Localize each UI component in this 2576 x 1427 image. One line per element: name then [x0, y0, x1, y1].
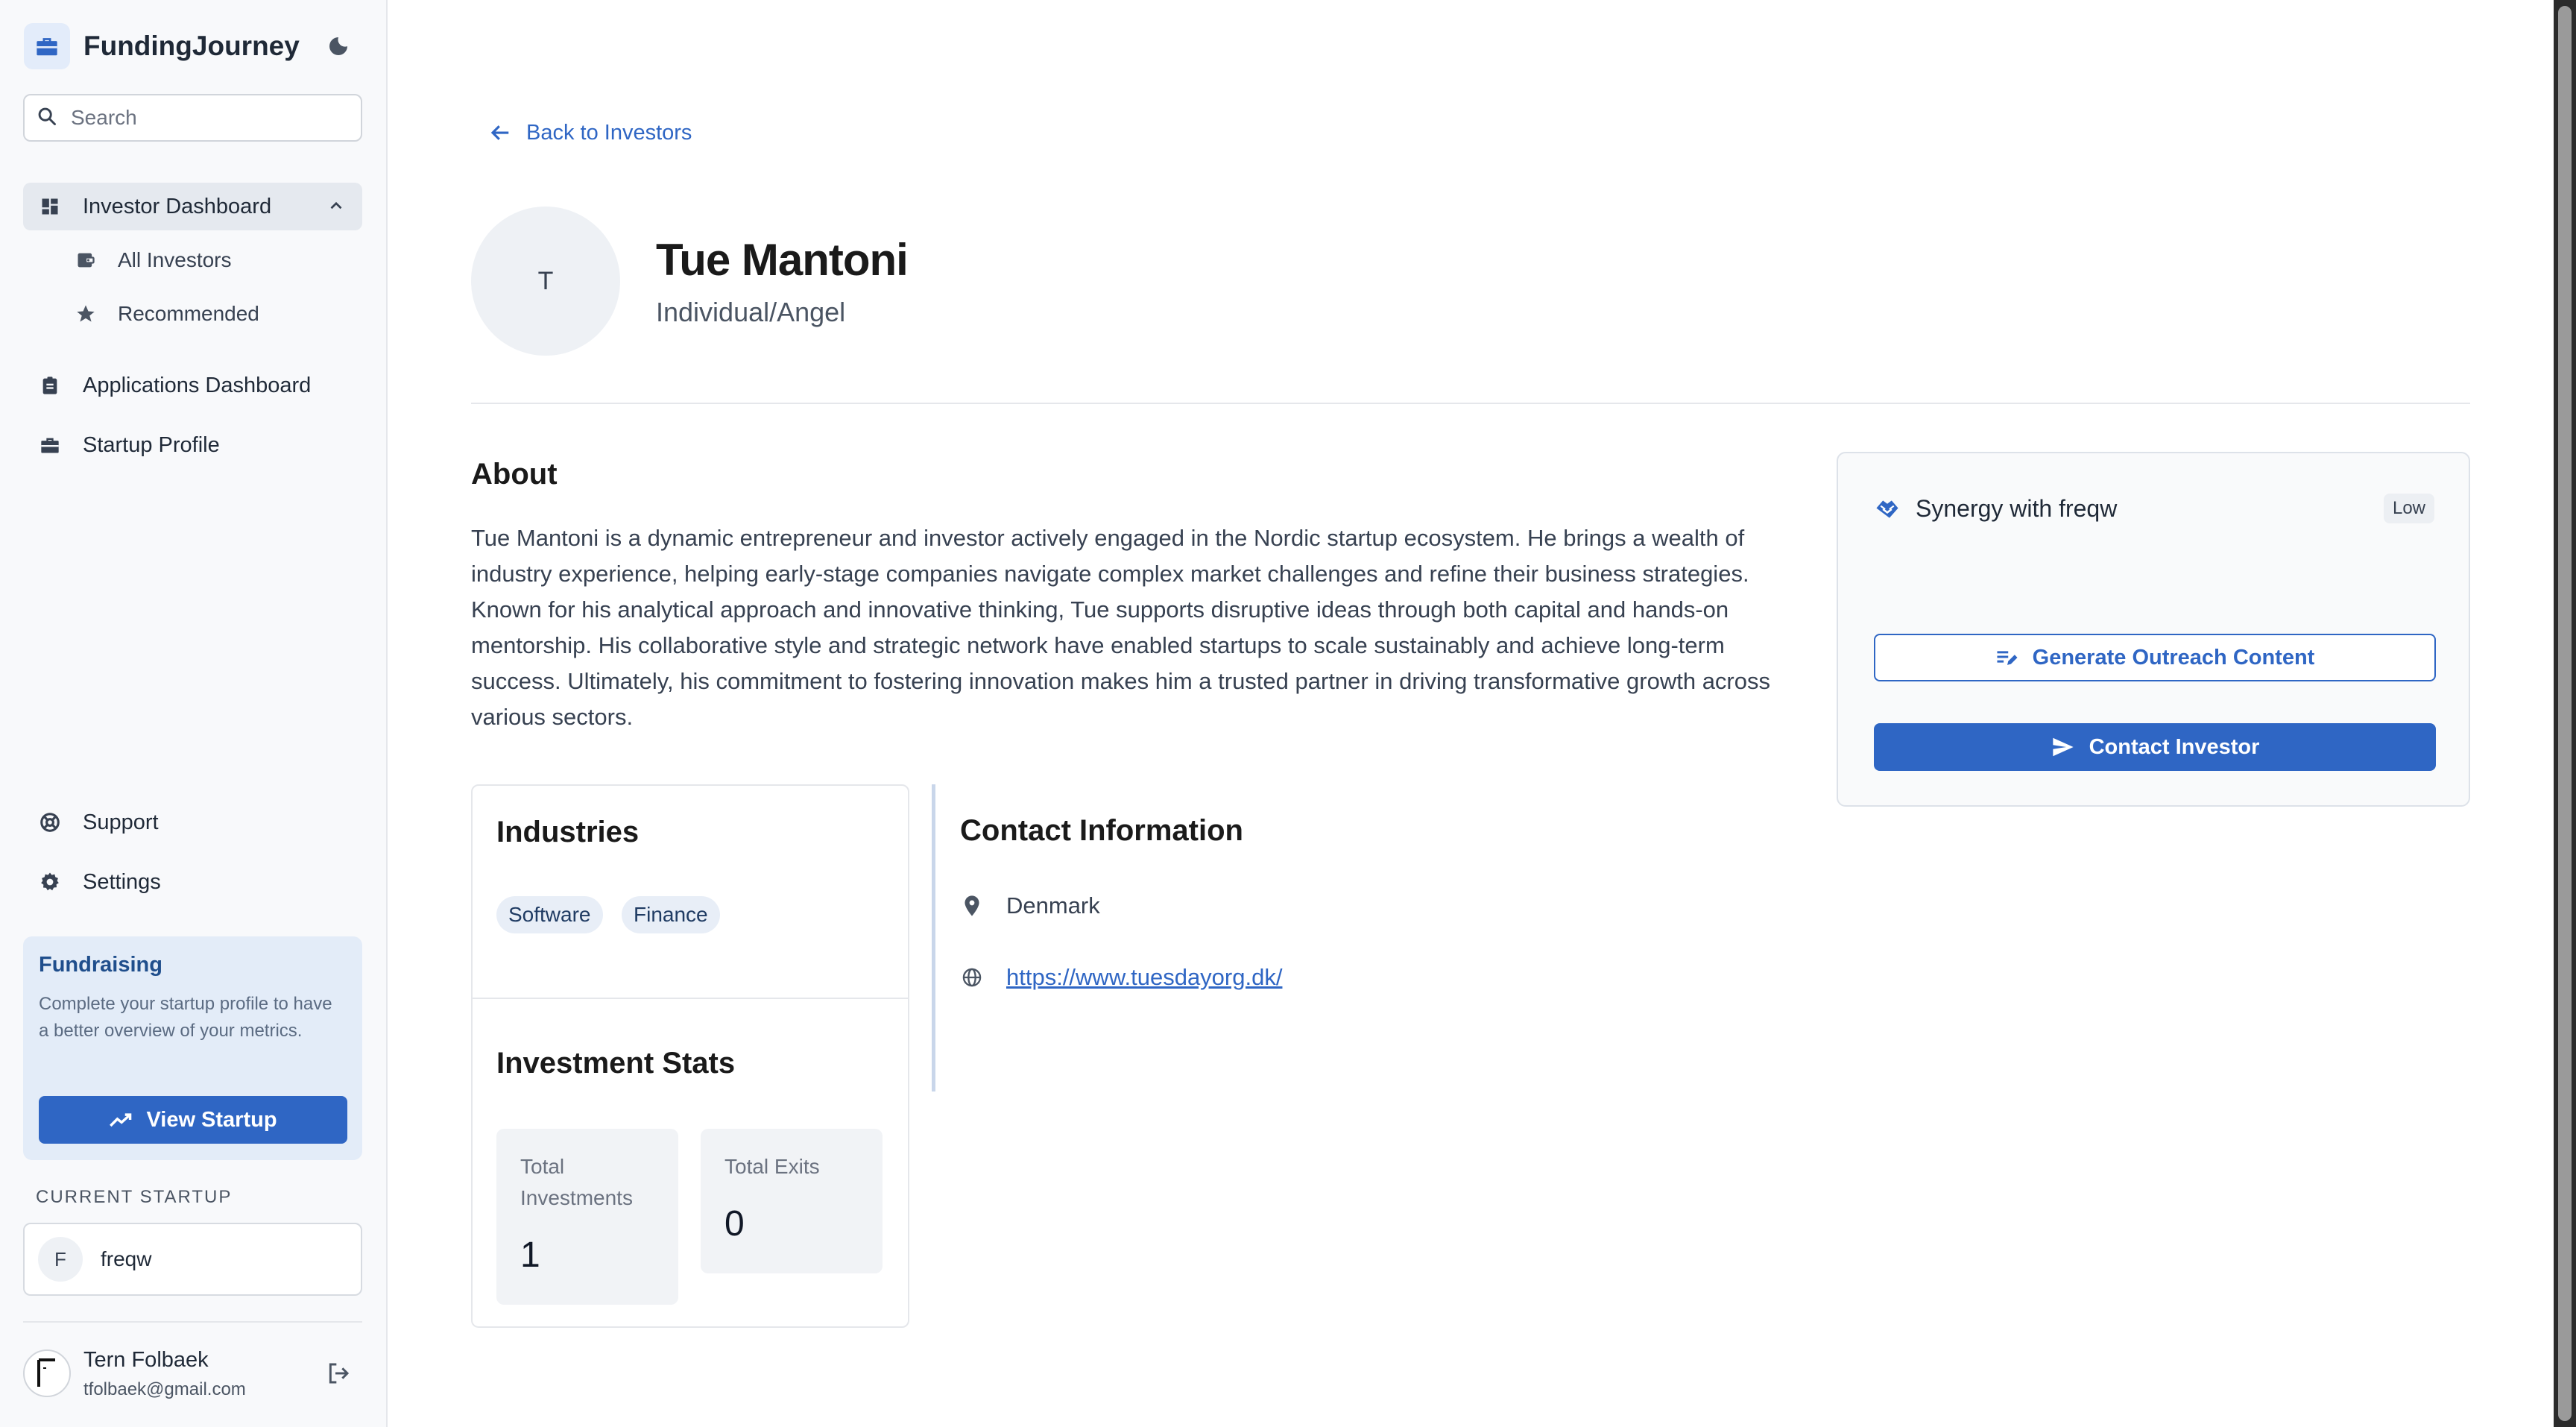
chevron-up-icon[interactable] [326, 196, 346, 221]
fundraising-card [23, 936, 362, 1160]
card-divider [473, 998, 908, 999]
app-name: FundingJourney [83, 31, 300, 61]
investor-type: Individual/Angel [656, 297, 846, 327]
investment-stats-title: Investment Stats [496, 1047, 736, 1080]
sidebar-item-support[interactable] [23, 798, 362, 846]
fundraising-description: Complete your startup profile to have a better overview of your metrics. [39, 994, 332, 1041]
stat-label: Total Exits [724, 1155, 820, 1178]
sidebar-item-label: Recommended [118, 302, 259, 325]
industries-stats-card [471, 784, 909, 1328]
divider [23, 1321, 362, 1323]
industries-title: Industries [496, 816, 640, 848]
logout-icon[interactable] [323, 1358, 353, 1388]
industry-tag: Software [496, 896, 603, 933]
stat-total-investments [496, 1129, 678, 1305]
sidebar-item-label: All Investors [118, 248, 232, 271]
sidebar-item-label: Applications Dashboard [83, 373, 312, 397]
contact-accent-bar [932, 784, 935, 1091]
about-text: Tue Mantoni is a dynamic entrepreneur and investor actively engaged in the Nordic startup ecosystem. He brings a wealth of industry experience, helping early-stage companies navigate complex market challenges and refine their business strategies. Known for his analytical approach and innovative thinking, Tue supports disruptive ideas through both capital and hands-on mentorship. His collaborative style and strategic network have enabled startups to scale sustainably and achieve long-term success. Ultimately, his commitment to fostering innovation makes him a trusted partner in driving transformative growth across various sectors. [471, 525, 1770, 730]
startup-name: freqw [101, 1247, 152, 1270]
sidebar-item-investor-dashboard[interactable] [23, 183, 362, 230]
stat-value: 0 [724, 1204, 745, 1244]
synergy-header [1874, 495, 2117, 523]
stat-label: Total Investments [520, 1155, 633, 1209]
investor-avatar: T [471, 207, 620, 356]
back-link-label: Back to Investors [526, 120, 692, 145]
startup-avatar: F [38, 1237, 83, 1282]
contact-investor-label: Contact Investor [2089, 734, 2260, 759]
gear-icon [38, 870, 62, 894]
generate-outreach-label: Generate Outreach Content [2032, 645, 2315, 670]
view-startup-label: View Startup [146, 1107, 277, 1132]
brand[interactable] [24, 22, 300, 70]
stat-total-exits [701, 1129, 883, 1273]
dashboard-icon [38, 195, 62, 218]
sidebar-item-startup-profile[interactable] [23, 421, 362, 469]
user-email: tfolbaek@gmail.com [83, 1379, 246, 1399]
search-icon [37, 106, 57, 130]
current-startup-label: CURRENT STARTUP [36, 1187, 233, 1207]
wallet-icon [75, 249, 97, 271]
trending-up-icon [109, 1112, 133, 1128]
sidebar-item-all-investors[interactable] [75, 240, 232, 280]
contact-investor-button[interactable] [1874, 723, 2436, 771]
sidebar-item-label: Support [83, 810, 159, 834]
support-icon [38, 810, 62, 834]
sidebar-item-label: Investor Dashboard [83, 194, 272, 218]
generate-outreach-button[interactable] [1874, 634, 2436, 681]
star-icon [75, 303, 97, 325]
sidebar-item-settings[interactable] [23, 858, 362, 906]
view-startup-button[interactable] [39, 1096, 347, 1144]
contact-title: Contact Information [960, 814, 1243, 847]
sidebar-item-applications-dashboard[interactable] [23, 362, 362, 409]
contact-location [960, 887, 1100, 924]
arrow-left-icon [489, 122, 511, 144]
edit-notes-icon [1995, 647, 2019, 668]
search-input[interactable] [71, 106, 339, 130]
send-icon [2051, 736, 2076, 758]
sidebar-item-label: Startup Profile [83, 432, 220, 457]
location-text: Denmark [1006, 892, 1100, 919]
scrollbar-thumb[interactable] [2558, 6, 2572, 1421]
contact-website [960, 959, 1282, 996]
user-avatar[interactable] [23, 1349, 71, 1397]
current-startup-selector[interactable] [23, 1223, 362, 1296]
user-name: Tern Folbaek [83, 1348, 209, 1372]
location-pin-icon [960, 895, 984, 917]
website-link[interactable]: https://www.tuesdayorg.dk/ [1006, 964, 1283, 990]
stat-value: 1 [520, 1235, 540, 1275]
investor-name: Tue Mantoni [656, 235, 908, 285]
handshake-icon [1874, 497, 1901, 521]
briefcase-icon [38, 433, 62, 457]
clipboard-icon [38, 374, 62, 397]
dark-mode-icon[interactable] [322, 30, 355, 63]
synergy-title: Synergy with freqw [1916, 495, 2118, 522]
search-box[interactable] [23, 94, 362, 142]
about-title: About [471, 458, 558, 491]
sidebar [0, 0, 388, 1427]
fundraising-title: Fundraising [39, 953, 162, 977]
sidebar-item-label: Settings [83, 869, 161, 894]
sidebar-item-recommended[interactable] [75, 294, 259, 334]
header-divider [471, 403, 2470, 404]
synergy-level-badge: Low [2384, 494, 2434, 523]
back-to-investors-link[interactable] [489, 116, 692, 149]
globe-icon [960, 967, 984, 988]
synergy-card [1837, 452, 2470, 807]
briefcase-logo-icon [24, 23, 70, 69]
industry-tag: Finance [622, 896, 720, 933]
